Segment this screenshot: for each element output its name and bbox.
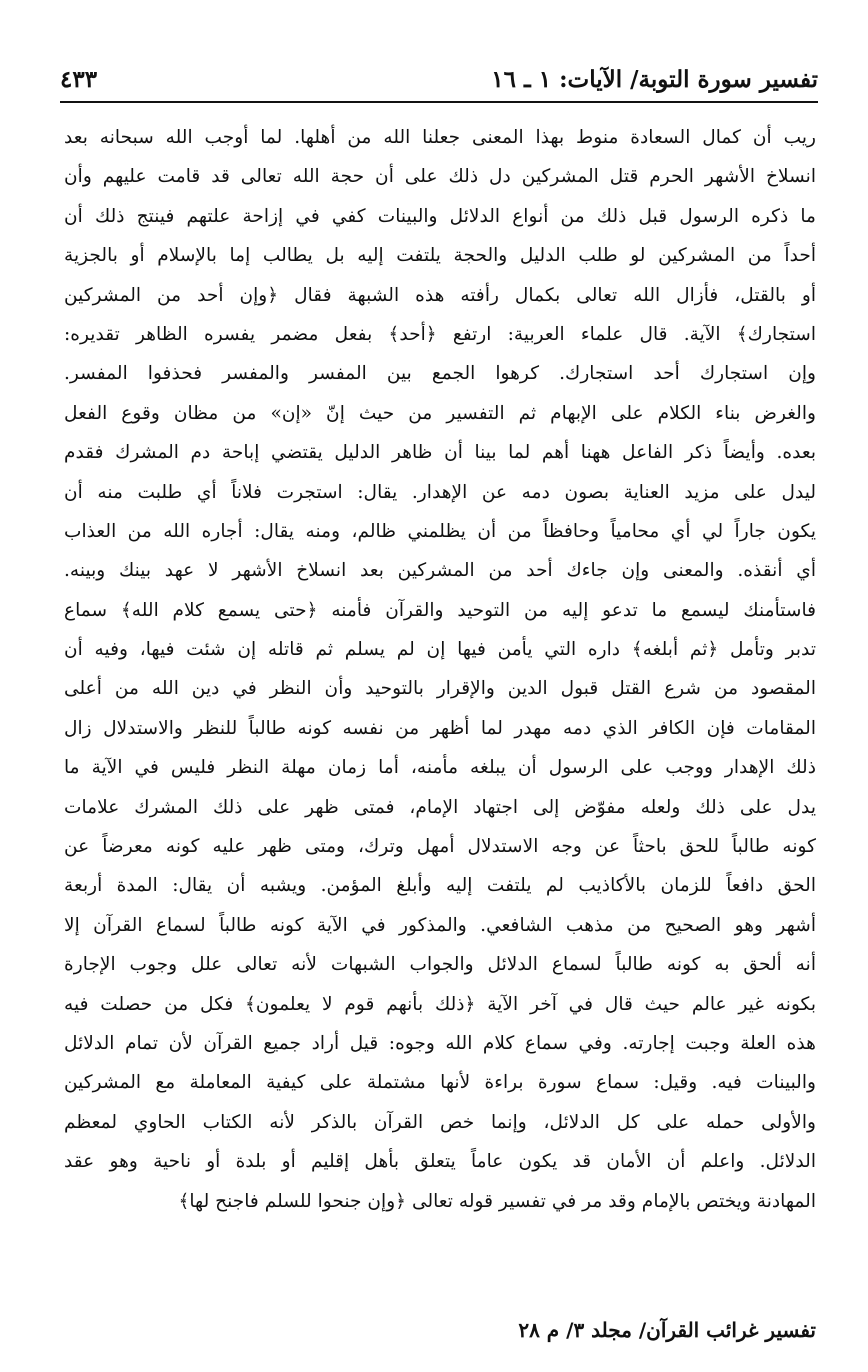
text-line: أي أنقذه. والمعنى وإن جاءك أحد من المشركين بعد انسلاخ الأشهر لا عهد بينك وبينه.	[64, 560, 816, 582]
text-line: فاستأمنك ليسمع ما تدعو إليه من التوحيد والقرآن فأمنه ﴿حتى يسمع كلام الله﴾ سماع	[64, 599, 816, 621]
text-line: المهادنة ويختص بالإمام وقد مر في تفسير قوله تعالى ﴿وإن جنحوا للسلم فاجنح لها﴾	[178, 1190, 816, 1212]
text-line: أو بالقتل، فأزال الله تعالى بكمال رأفته هذه الشبهة فقال ﴿وإن أحد من المشركين	[64, 284, 816, 306]
body-text	[64, 118, 816, 1221]
text-line: الدلائل. واعلم أن الأمان قد يكون عاماً يتعلق بأهل إقليم أو بلدة أو ناحية وهو عقد	[64, 1151, 816, 1173]
text-line: بكونه غير عالم حيث قال في آخر الآية ﴿ذلك بأنهم قوم لا يعلمون﴾ فكل من حصلت فيه	[64, 993, 816, 1015]
text-line: ما ذكره الرسول قبل ذلك من أنواع الدلائل والبينات كفي في إزاحة علتهم فينتج ذلك أن	[64, 205, 816, 227]
text-line: تدبر وتأمل ﴿ثم أبلغه﴾ داره التي يأمن فيها إن لم يسلم ثم قاتله إن شئت فيها، وفيه أن	[64, 639, 816, 661]
text-line: استجارك﴾ الآية. قال علماء العربية: ارتفع ﴿أحد﴾ بفعل مضمر يفسره الظاهر تقديره:	[64, 323, 816, 345]
page-footer: تفسير غرائب القرآن/ مجلد ٣/ م ٢٨	[518, 1318, 816, 1342]
text-line: والبينات فيه. وقيل: سماع سورة براءة لأنها مشتملة على كيفية المعاملة مع المشركين	[64, 1072, 816, 1094]
text-line: المقامات فإن الكافر الذي دمه مهدر لما أظهر من نفسه كونه طالباً للنظر والاستدلال زال	[64, 717, 816, 739]
text-line: ذلك الإهدار ووجب على الرسول أن يبلغه مأمنه، أما زمان مهلة النظر فليس في الآية ما	[64, 757, 816, 779]
header-divider	[60, 101, 818, 103]
text-line: هذه العلة وجبت إجارته. وفي سماع كلام الله وجوه: قيل أراد جميع القرآن لأن تمام الدلائل	[64, 1032, 816, 1054]
text-line: ليدل على مزيد العناية بصون دمه عن الإهدار. يقال: استجرت فلاناً أي طلبت منه أن	[64, 481, 816, 503]
text-line: الحق دافعاً للزمان بالأكاذيب لم يلتفت إليه وأبلغ المؤمن. ويشبه أن يقال: المدة أربعة	[64, 875, 816, 897]
text-line: أنه ألحق به كونه طالباً لسماع الدلائل والجواب الشبهات لأنه تعالى علل وجوب الإجارة	[64, 954, 816, 976]
text-line: المقصود من شرع القتل قبول الدين والإقرار بالتوحيد وأن النظر في دين الله من أعلى	[64, 678, 816, 700]
text-line: والغرض بناء الكلام على الإبهام ثم التفسير من حيث إنّ «إن» من مظان وقوع الفعل	[64, 402, 816, 424]
text-line: يدل على ذلك ولعله مفوّض إلى اجتهاد الإمام، فمتى ظهر على ذلك المشرك علامات	[64, 796, 816, 818]
text-line: ريب أن كمال السعادة منوط بهذا المعنى جعلنا الله من أهلها. لما أوجب الله سبحانه بعد	[64, 127, 816, 148]
text-line: وإن استجارك أحد استجارك. كرهوا الجمع بين المفسر والمفسر فحذفوا المفسر.	[64, 363, 816, 385]
text-line: يكون جاراً لي أي محامياً وحافظاً من أن يظلمني ظالم، ومنه يقال: أجاره الله من العذاب	[64, 520, 816, 542]
text-line: أحداً من المشركين لو طلب الدليل والحجة يلتفت إليه بل يطالب إما بالإسلام أو بالجزية	[64, 245, 816, 267]
text-line: بعده. وأيضاً ذكر الفاعل ههنا أهم لما بينا أن ظاهر الدليل يقتضي إباحة دم المشرك فقدم	[64, 442, 816, 464]
text-line: كونه طالباً للحق باحثاً عن وجه الاستدلال أمهل وترك، ومتى ظهر عليه كونه معرضاً عن	[64, 836, 816, 858]
text-line: والأولى حمله على كل الدلائل، وإنما خص القرآن بالذكر لأنه الكتاب الحاوي لمعظم	[64, 1111, 816, 1133]
running-title: تفسير سورة التوبة/ الآيات: ١ ـ ١٦	[491, 66, 818, 93]
page-number: ٤٣٣	[60, 66, 98, 93]
text-line: انسلاخ الأشهر الحرم قتل المشركين دل ذلك على أن حجة الله تعالى قد قامت عليهم وأن	[64, 166, 816, 188]
page-header	[60, 62, 818, 102]
text-line: أشهر وهو الصحيح من مذهب الشافعي. والمذكور في الآية كونه طالباً لسماع القرآن إلا	[64, 914, 816, 936]
